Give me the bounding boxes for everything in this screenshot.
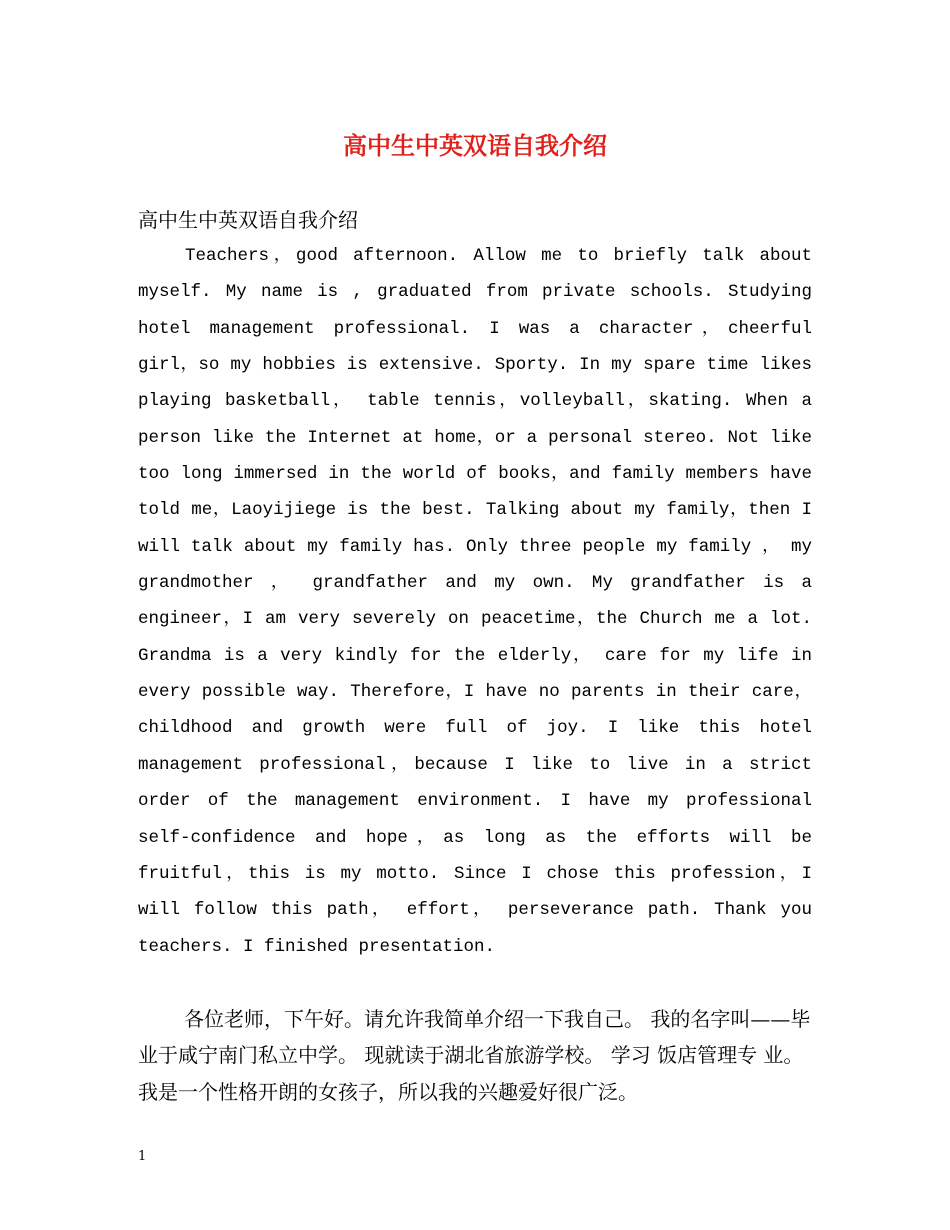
page-number: 1 — [138, 1149, 147, 1164]
document-title: 高中生中英双语自我介绍 — [343, 131, 607, 160]
english-paragraph: Teachers，good afternoon. Allow me to briefly talk about myself. My name is , graduated from private schools. Studying hotel management professional. I was a character，cheerful girl，so my hobbies is extensive. Sporty. In my spare time likes playing basketball， table tennis，volleyball，skating. When a person like the Internet at home，or a personal stereo. Not like too long immersed in the world of books，and family members have told me，Laoyijiege is the best. Talking about my family，then I will talk about my family has. Only three people my family ， my grandmother ， grandfather and my own. My grandfather is a engineer，I am very severely on peacetime，the Church me a lot. Grandma is a very kindly for the elderly， care for my life in every possible way. Therefore，I have no parents in their care，childhood and growth were full of joy. I like this hotel management professional，because I like to live in a strict order of the management environment. I have my professional self-confidence and hope，as long as the efforts will be fruitful，this is my motto. Since I chose this profession，I will follow this path， effort， perseverance path. Thank you teachers. I finished presentation. — [138, 246, 812, 957]
chinese-paragraph: 各位老师，下午好。请允许我简单介绍一下我自己。 我的名字叫——毕业于咸宁南门私立中学。 现就读于湖北省旅游学校。 学习 饭店管理专 业。 我是一个性格开朗的女孩子，所以我的兴趣爱好很广泛。 — [138, 1007, 811, 1104]
document-subtitle: 高中生中英双语自我介绍 — [138, 208, 358, 232]
